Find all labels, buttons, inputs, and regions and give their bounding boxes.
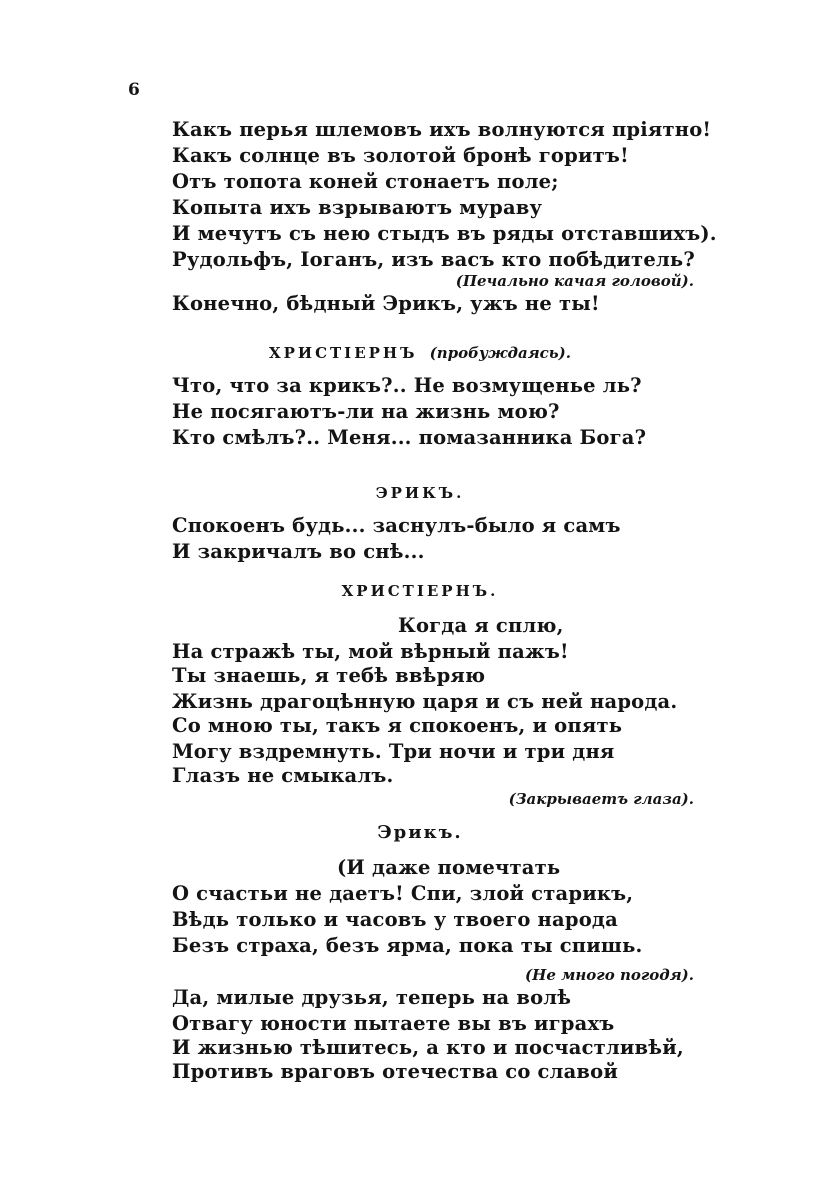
stage-direction: (Печально качая головой).: [455, 272, 694, 290]
verse-line: И жизнью тѣшитесь, а кто и посчастливѣй,: [172, 1036, 684, 1059]
verse-line: Могу вздремнуть. Три ночи и три дня: [172, 740, 615, 763]
speaker-heading: [0, 344, 840, 362]
verse-line: Да, милые друзья, теперь на волѣ: [172, 986, 572, 1009]
verse-line: Конечно, бѣдный Эрикъ, ужъ не ты!: [172, 292, 600, 315]
verse-line: На стражѣ ты, мой вѣрный пажъ!: [172, 640, 569, 663]
speaker-note: (пробуждаясь).: [429, 344, 571, 362]
verse-line: Кто смѣлъ?.. Меня... помазанника Бога?: [172, 426, 647, 449]
page-number: 6: [128, 80, 140, 100]
verse-line: Со мною ты, такъ я спокоенъ, и опять: [172, 714, 623, 737]
stage-direction: (Закрываетъ глаза).: [508, 790, 694, 808]
verse-line: (И даже помечтать: [337, 856, 561, 879]
verse-line: Когда я сплю,: [398, 614, 564, 637]
verse-line: Глазъ не смыкалъ.: [172, 764, 394, 787]
verse-line: Противъ враговъ отечества со славой: [172, 1060, 619, 1083]
verse-line: Вѣдь только и часовъ у твоего народа: [172, 908, 618, 931]
verse-line: Рудольфъ, Iоганъ, изъ васъ кто побѣдитель?: [172, 248, 695, 271]
verse-line: Какъ солнце въ золотой бронѣ горитъ!: [172, 144, 629, 167]
verse-line: Какъ перья шлемовъ ихъ волнуются прiятно!: [172, 118, 712, 141]
verse-line: Не посягаютъ-ли на жизнь мою?: [172, 400, 560, 423]
stage-direction: (Не много погодя).: [525, 966, 694, 984]
verse-line: Безъ страха, безъ ярма, пока ты спишь.: [172, 934, 643, 957]
verse-line: И мечутъ съ нею стыдъ въ ряды отставшихъ).: [172, 222, 717, 245]
verse-line: Что, что за крикъ?.. Не возмущенье ль?: [172, 374, 642, 397]
verse-line: И закричалъ во снѣ...: [172, 540, 425, 563]
verse-line: Ты знаешь, я тебѣ ввѣряю: [172, 664, 486, 687]
verse-line: О счастьи не даетъ! Спи, злой старикъ,: [172, 882, 634, 905]
verse-line: Отвагу юности пытаете вы въ играхъ: [172, 1012, 615, 1035]
speaker-heading: ЭРИКЪ.: [375, 484, 465, 502]
speaker-heading: ХРИСТIЕРНЪ.: [341, 582, 499, 600]
verse-line: Отъ топота коней стонаетъ поле;: [172, 170, 559, 193]
speaker-heading: Эрикъ.: [377, 822, 463, 843]
verse-line: Копыта ихъ взрываютъ мураву: [172, 196, 543, 219]
verse-line: Жизнь драгоцѣнную царя и съ ней народа.: [172, 690, 678, 713]
verse-line: Спокоенъ будь... заснулъ-было я самъ: [172, 514, 621, 537]
speaker-name: ХРИСТIЕРНЪ: [268, 344, 418, 362]
